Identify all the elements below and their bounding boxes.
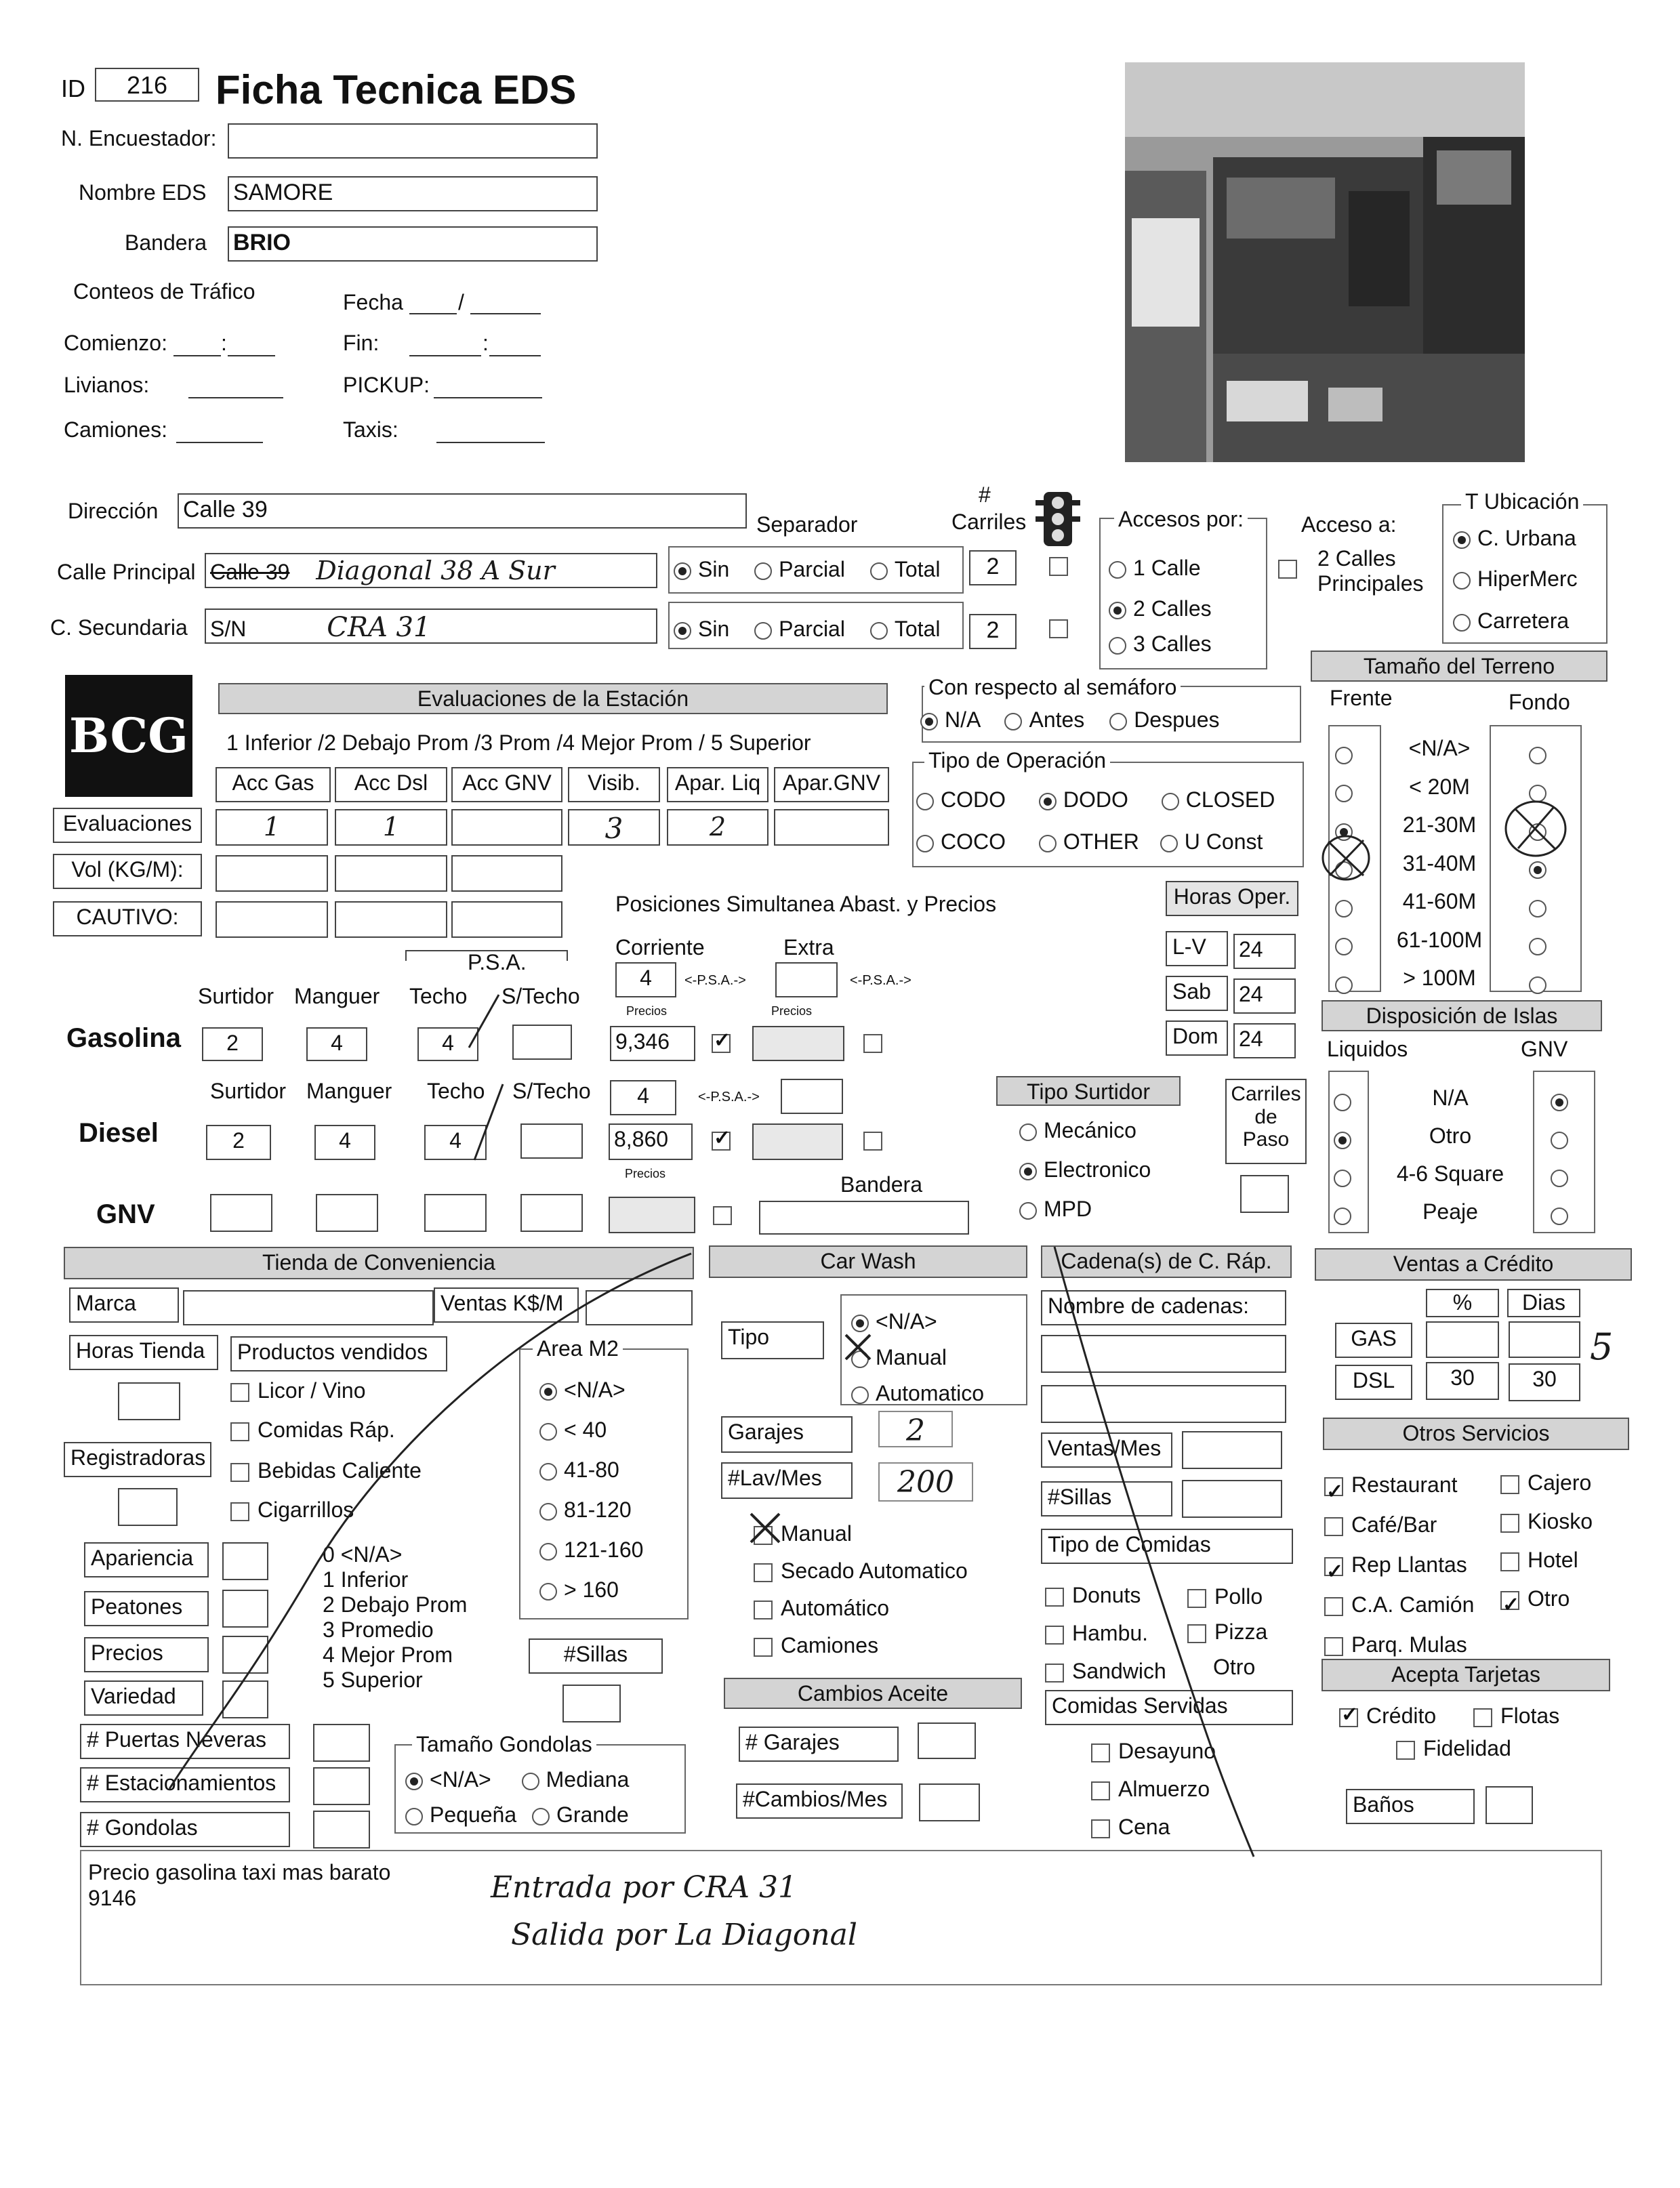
carriles-principal-field[interactable]: 2 bbox=[969, 550, 1017, 585]
gas-extra-psa-arrow: <-P.S.A.-> bbox=[850, 973, 911, 988]
gas-precio-field[interactable]: 9,346 bbox=[610, 1026, 695, 1061]
carriles-secundaria-field[interactable]: 2 bbox=[969, 614, 1017, 649]
liquidos-label: Liquidos bbox=[1327, 1037, 1408, 1061]
notes-typed-line2: 9146 bbox=[88, 1886, 137, 1911]
otros-otro-label: Otro bbox=[1528, 1586, 1570, 1611]
credito-dias-label: Dias bbox=[1507, 1289, 1580, 1317]
notes-typed-line1: Precio gasolina taxi mas barato bbox=[88, 1860, 391, 1884]
credito-dsl-label: DSL bbox=[1335, 1365, 1412, 1400]
comidas-label: Comidas Ráp. bbox=[258, 1418, 395, 1442]
other-label: OTHER bbox=[1063, 829, 1139, 854]
acceso-a-title: Acceso a: bbox=[1301, 512, 1397, 537]
frente-label: Frente bbox=[1330, 686, 1393, 710]
precios-label: Precios bbox=[84, 1637, 209, 1672]
grande-label: Grande bbox=[556, 1802, 629, 1827]
dsl-techo-field[interactable]: 4 bbox=[424, 1125, 487, 1160]
gas-corriente-field[interactable]: 4 bbox=[615, 962, 676, 997]
lv-label: L-V bbox=[1166, 931, 1228, 966]
credito-header: Ventas a Crédito bbox=[1315, 1248, 1632, 1281]
dom-label: Dom bbox=[1166, 1020, 1228, 1056]
cadena-sillas-label: #Sillas bbox=[1041, 1481, 1172, 1516]
coco-label: COCO bbox=[941, 829, 1006, 854]
hambu-label: Hambu. bbox=[1072, 1621, 1149, 1645]
3calles-label: 3 Calles bbox=[1133, 632, 1212, 656]
horas-header: Horas Oper. bbox=[1166, 881, 1298, 916]
hotel-label: Hotel bbox=[1528, 1548, 1578, 1572]
islas-opt-peaje: Peaje bbox=[1422, 1199, 1478, 1224]
surtidor-header: Tipo Surtidor bbox=[996, 1076, 1181, 1106]
puertas-label: # Puertas Neveras bbox=[80, 1724, 290, 1759]
credito-dsl-dias-field[interactable]: 30 bbox=[1509, 1363, 1580, 1401]
fecha-sep: / bbox=[458, 290, 464, 314]
notes-hand-line1: Entrada por CRA 31 bbox=[491, 1870, 798, 1905]
semaforo-title: Con respecto al semáforo bbox=[924, 675, 1181, 700]
gas-surtidor-label: Surtidor bbox=[198, 984, 274, 1008]
carriles-hash: # bbox=[979, 482, 991, 507]
terreno-opt-41-60: 41-60M bbox=[1402, 889, 1477, 913]
ubicacion-title: T Ubicación bbox=[1461, 489, 1583, 514]
marca-label: Marca bbox=[69, 1287, 179, 1323]
bandera-pos-label: Bandera bbox=[840, 1172, 922, 1197]
eval-visib[interactable]: 3 bbox=[568, 809, 660, 846]
cafe-label: Café/Bar bbox=[1351, 1512, 1437, 1537]
sab-label: Sab bbox=[1166, 976, 1228, 1011]
islas-opt-otro: Otro bbox=[1429, 1123, 1472, 1148]
eval-acc-gas[interactable]: 1 bbox=[216, 809, 328, 846]
urbana-label: C. Urbana bbox=[1477, 526, 1576, 550]
tarjeta-credito-label: Crédito bbox=[1366, 1704, 1437, 1728]
corriente-label: Corriente bbox=[615, 935, 705, 959]
islas-opt-na: N/A bbox=[1432, 1086, 1469, 1110]
area-41-80-label: 41-80 bbox=[564, 1458, 619, 1482]
area-title: Area M2 bbox=[533, 1336, 623, 1361]
gondolas-na-label: <N/A> bbox=[430, 1767, 491, 1792]
licor-label: Licor / Vino bbox=[258, 1378, 366, 1403]
calle-principal-typed: Calle 39 bbox=[210, 560, 290, 584]
restaurant-label: Restaurant bbox=[1351, 1472, 1458, 1497]
extra-label: Extra bbox=[783, 935, 834, 959]
codo-label: CODO bbox=[941, 787, 1006, 812]
scale-0: 0 <N/A> bbox=[323, 1542, 403, 1567]
calle-principal-handwritten: Diagonal 38 A Sur bbox=[316, 556, 555, 585]
dodo-label: DODO bbox=[1063, 787, 1128, 812]
dsl-stecho-label: S/Techo bbox=[512, 1079, 591, 1103]
otros-header: Otros Servicios bbox=[1323, 1418, 1629, 1450]
comienzo-label: Comienzo: bbox=[64, 331, 167, 355]
cw-c-auto-label: Automático bbox=[781, 1596, 890, 1620]
hipermerc-label: HiperMerc bbox=[1477, 566, 1578, 591]
dsl-surtidor-field[interactable]: 2 bbox=[206, 1125, 271, 1160]
dsl-techo-label: Techo bbox=[427, 1079, 485, 1103]
pequena-label: Pequeña bbox=[430, 1802, 517, 1827]
credito-pct-label: % bbox=[1426, 1289, 1499, 1317]
acceso-2calles-label: 2 Calles Principales bbox=[1317, 546, 1424, 596]
tienda-sillas-label: #Sillas bbox=[529, 1638, 663, 1674]
cw-secado-label: Secado Automatico bbox=[781, 1559, 968, 1583]
cw-tipo-label: Tipo bbox=[721, 1321, 824, 1359]
parcial-label: Parcial bbox=[779, 557, 845, 581]
aceite-header: Cambios Aceite bbox=[724, 1678, 1022, 1709]
carretera-label: Carretera bbox=[1477, 608, 1570, 633]
id-label: ID bbox=[61, 75, 85, 102]
donuts-label: Donuts bbox=[1072, 1583, 1141, 1607]
evaluaciones-scale: 1 Inferior /2 Debajo Prom /3 Prom /4 Mejor Prom / 5 Superior bbox=[226, 730, 811, 755]
na-label: N/A bbox=[945, 707, 980, 732]
camion-label: C.A. Camión bbox=[1351, 1592, 1475, 1617]
estacionamientos-label: # Estacionamientos bbox=[80, 1767, 290, 1802]
credito-gas-label: GAS bbox=[1335, 1323, 1412, 1358]
bandera-label: Bandera bbox=[125, 230, 207, 255]
area-40-label: < 40 bbox=[564, 1418, 607, 1442]
cw-na-label: <N/A> bbox=[876, 1309, 937, 1334]
cw-garajes-field[interactable]: 2 bbox=[878, 1411, 953, 1447]
livianos-label: Livianos: bbox=[64, 373, 150, 397]
evaluaciones-header: Evaluaciones de la Estación bbox=[218, 683, 888, 714]
cw-camiones-label: Camiones bbox=[781, 1633, 879, 1657]
registradoras-label: Registradoras bbox=[64, 1442, 211, 1477]
terreno-opt-100: > 100M bbox=[1403, 966, 1476, 990]
notes-hand-line2: Salida por La Diagonal bbox=[511, 1918, 857, 1952]
peatones-label: Peatones bbox=[84, 1591, 209, 1626]
cw-lav-field[interactable]: 200 bbox=[878, 1462, 973, 1502]
page-title: Ficha Tecnica EDS bbox=[216, 67, 577, 112]
col-acc-gnv: Acc GNV bbox=[451, 767, 562, 802]
cw-garajes-label: Garajes bbox=[721, 1416, 853, 1453]
gas-surtidor-field[interactable]: 2 bbox=[202, 1027, 263, 1061]
scale-2: 2 Debajo Prom bbox=[323, 1592, 468, 1617]
calle-principal-label: Calle Principal bbox=[57, 560, 196, 584]
dsl-manguer-field[interactable]: 4 bbox=[314, 1125, 375, 1160]
mulas-label: Parq. Mulas bbox=[1351, 1632, 1467, 1657]
scale-4: 4 Mejor Prom bbox=[323, 1643, 453, 1667]
llantas-label: Rep Llantas bbox=[1351, 1552, 1467, 1577]
parcial-label: Parcial bbox=[779, 617, 845, 641]
islas-header: Disposición de Islas bbox=[1322, 1000, 1602, 1031]
taxis-label: Taxis: bbox=[343, 417, 398, 442]
horas-tienda-label: Horas Tienda bbox=[69, 1335, 218, 1370]
gas-manguer-label: Manguer bbox=[294, 984, 380, 1008]
camiones-label: Camiones: bbox=[64, 417, 167, 442]
cw-c-manual-label: Manual bbox=[781, 1521, 852, 1546]
row-vol: Vol (KG/M): bbox=[53, 854, 202, 889]
banos-label: Baños bbox=[1346, 1789, 1475, 1824]
gas-techo-label: Techo bbox=[409, 984, 468, 1008]
row-evaluaciones: Evaluaciones bbox=[53, 808, 202, 843]
row-cautivo: CAUTIVO: bbox=[53, 901, 202, 936]
carriles-paso-label: Carriles de Paso bbox=[1225, 1079, 1307, 1164]
mpd-label: MPD bbox=[1044, 1197, 1092, 1221]
cadena-tipo-label: Tipo de Comidas bbox=[1041, 1529, 1293, 1564]
direccion-label: Dirección bbox=[68, 499, 159, 523]
kiosko-label: Kiosko bbox=[1528, 1509, 1593, 1533]
area-121-160-label: 121-160 bbox=[564, 1537, 644, 1562]
eval-acc-dsl[interactable]: 1 bbox=[335, 809, 447, 846]
pollo-label: Pollo bbox=[1214, 1584, 1263, 1609]
cadena-nombre-label: Nombre de cadenas: bbox=[1041, 1290, 1286, 1325]
fin-label: Fin: bbox=[343, 331, 380, 355]
separador-title: Separador bbox=[756, 512, 858, 537]
closed-label: CLOSED bbox=[1185, 787, 1275, 812]
variedad-label: Variedad bbox=[84, 1680, 203, 1716]
dsl-surtidor-label: Surtidor bbox=[210, 1079, 287, 1103]
cigarrillos-label: Cigarrillos bbox=[258, 1498, 354, 1522]
gas-manguer-field[interactable]: 4 bbox=[306, 1027, 367, 1061]
terreno-header: Tamaño del Terreno bbox=[1311, 651, 1607, 682]
aceite-garajes-label: # Garajes bbox=[739, 1727, 899, 1762]
total-label: Total bbox=[894, 557, 941, 581]
accesos-title: Accesos por: bbox=[1114, 507, 1248, 532]
col-acc-dsl: Acc Dsl bbox=[335, 767, 447, 802]
dsl-corriente-field[interactable]: 4 bbox=[610, 1080, 676, 1115]
sin-label: Sin bbox=[698, 617, 730, 641]
islas-opt-square: 4-6 Square bbox=[1396, 1161, 1504, 1186]
desayuno-label: Desayuno bbox=[1118, 1739, 1216, 1763]
diesel-label: Diesel bbox=[79, 1118, 159, 1148]
gasolina-label: Gasolina bbox=[66, 1023, 181, 1053]
col-visib: Visib. bbox=[568, 767, 660, 802]
cw-automatico-label: Automatico bbox=[876, 1381, 985, 1405]
terreno-opt-na: <N/A> bbox=[1408, 736, 1471, 760]
apariencia-label: Apariencia bbox=[84, 1542, 209, 1577]
operacion-title: Tipo de Operación bbox=[924, 748, 1110, 773]
terreno-opt-20: < 20M bbox=[1409, 774, 1470, 799]
calle-secundaria-typed: S/N bbox=[210, 617, 247, 641]
almuerzo-label: Almuerzo bbox=[1118, 1777, 1210, 1801]
pizza-label: Pizza bbox=[1214, 1619, 1268, 1644]
gas-stecho-label: S/Techo bbox=[501, 984, 580, 1008]
servidas-label: Comidas Servidas bbox=[1045, 1690, 1293, 1725]
mediana-label: Mediana bbox=[546, 1767, 630, 1792]
fin-sep: : bbox=[483, 331, 489, 355]
scale-3: 3 Promedio bbox=[323, 1617, 434, 1642]
2calles-label: 2 Calles bbox=[1133, 596, 1212, 621]
fondo-label: Fondo bbox=[1509, 690, 1570, 714]
gas-psa-arrow: <-P.S.A.-> bbox=[684, 973, 746, 988]
tipo-otro-label: Otro bbox=[1213, 1655, 1256, 1679]
dsl-manguer-label: Manguer bbox=[306, 1079, 392, 1103]
col-apar-liq: Apar. Liq bbox=[667, 767, 769, 802]
terreno-opt-21-30: 21-30M bbox=[1402, 812, 1477, 837]
trafico-title: Conteos de Tráfico bbox=[73, 279, 255, 304]
calle-secundaria-handwritten: CRA 31 bbox=[327, 612, 431, 643]
col-acc-gas: Acc Gas bbox=[216, 767, 331, 802]
calle-secundaria-label: C. Secundaria bbox=[50, 615, 188, 640]
flotas-label: Flotas bbox=[1500, 1704, 1560, 1728]
pickup-label: PICKUP: bbox=[343, 373, 430, 397]
gnv-pos-label: GNV bbox=[96, 1199, 155, 1229]
gas-precios-label: Precios bbox=[626, 1004, 668, 1018]
sandwich-label: Sandwich bbox=[1072, 1659, 1166, 1683]
scale-1: 1 Inferior bbox=[323, 1567, 409, 1592]
nombre-eds-label: Nombre EDS bbox=[79, 180, 207, 205]
comienzo-sep: : bbox=[221, 331, 227, 355]
tienda-header: Tienda de Conveniencia bbox=[64, 1247, 694, 1279]
sin-label: Sin bbox=[698, 557, 730, 581]
area-160-label: > 160 bbox=[564, 1577, 619, 1602]
dsl-precio-field[interactable]: 8,860 bbox=[609, 1123, 693, 1160]
tam-gondolas-title: Tamaño Gondolas bbox=[412, 1732, 596, 1757]
1calle-label: 1 Calle bbox=[1133, 556, 1201, 580]
uconst-label: U Const bbox=[1184, 829, 1263, 854]
cw-lav-label: #Lav/Mes bbox=[721, 1462, 853, 1499]
psa-label: P.S.A. bbox=[468, 950, 527, 974]
area-na-label: <N/A> bbox=[564, 1378, 626, 1402]
gondolas-label: # Gondolas bbox=[80, 1812, 290, 1847]
mecanico-label: Mecánico bbox=[1044, 1118, 1136, 1142]
bebidas-label: Bebidas Caliente bbox=[258, 1458, 422, 1483]
scale-5: 5 Superior bbox=[323, 1668, 423, 1692]
total-label: Total bbox=[894, 617, 941, 641]
cadena-header: Cadena(s) de C. Ráp. bbox=[1041, 1245, 1292, 1278]
gnv-label: GNV bbox=[1521, 1037, 1568, 1061]
ventas-ks-label: Ventas K$/M bbox=[434, 1287, 579, 1323]
col-apar-gnv: Apar.GNV bbox=[774, 767, 889, 802]
direccion-field[interactable]: Calle 39 bbox=[178, 493, 747, 529]
antes-label: Antes bbox=[1029, 707, 1085, 732]
lv-field[interactable]: 24 bbox=[1233, 934, 1296, 969]
tarjetas-header: Acepta Tarjetas bbox=[1322, 1659, 1610, 1691]
cajero-label: Cajero bbox=[1528, 1470, 1592, 1495]
fecha-label: Fecha bbox=[343, 290, 403, 314]
credito-hand-mark: 5 bbox=[1590, 1325, 1614, 1368]
carwash-header: Car Wash bbox=[709, 1245, 1027, 1278]
bandera-field[interactable]: BRIO bbox=[228, 226, 598, 262]
dsl-psa-arrow: <-P.S.A.-> bbox=[698, 1090, 760, 1105]
encuestador-label: N. Encuestador: bbox=[61, 126, 217, 150]
dsl-precios-label: Precios bbox=[625, 1167, 666, 1180]
bcg-logo: BCG bbox=[65, 675, 192, 797]
id-field[interactable]: 216 bbox=[95, 68, 199, 102]
nombre-eds-field[interactable]: SAMORE bbox=[228, 176, 598, 211]
aceite-cambios-label: #Cambios/Mes bbox=[736, 1783, 903, 1819]
terreno-opt-61-100: 61-100M bbox=[1396, 927, 1483, 952]
area-81-120-label: 81-120 bbox=[564, 1498, 632, 1522]
electronico-label: Electronico bbox=[1044, 1157, 1151, 1182]
eval-apar-liq[interactable]: 2 bbox=[667, 809, 769, 846]
despues-label: Despues bbox=[1134, 707, 1220, 732]
credito-dsl-pct-field[interactable]: 30 bbox=[1426, 1362, 1499, 1400]
dom-field[interactable]: 24 bbox=[1233, 1023, 1296, 1058]
gas-techo-field[interactable]: 4 bbox=[417, 1027, 478, 1061]
cw-manual-label: Manual bbox=[876, 1345, 947, 1369]
terreno-opt-31-40: 31-40M bbox=[1402, 850, 1477, 875]
sab-field[interactable]: 24 bbox=[1233, 978, 1296, 1014]
carriles-title: Carriles bbox=[951, 510, 1027, 534]
cena-label: Cena bbox=[1118, 1815, 1170, 1839]
fidelidad-label: Fidelidad bbox=[1423, 1736, 1511, 1760]
gas-extra-precios-label: Precios bbox=[771, 1004, 813, 1018]
cadena-ventas-label: Ventas/Mes bbox=[1041, 1432, 1172, 1468]
posiciones-title: Posiciones Simultanea Abast. y Precios bbox=[615, 892, 997, 916]
productos-label: Productos vendidos bbox=[230, 1336, 447, 1371]
